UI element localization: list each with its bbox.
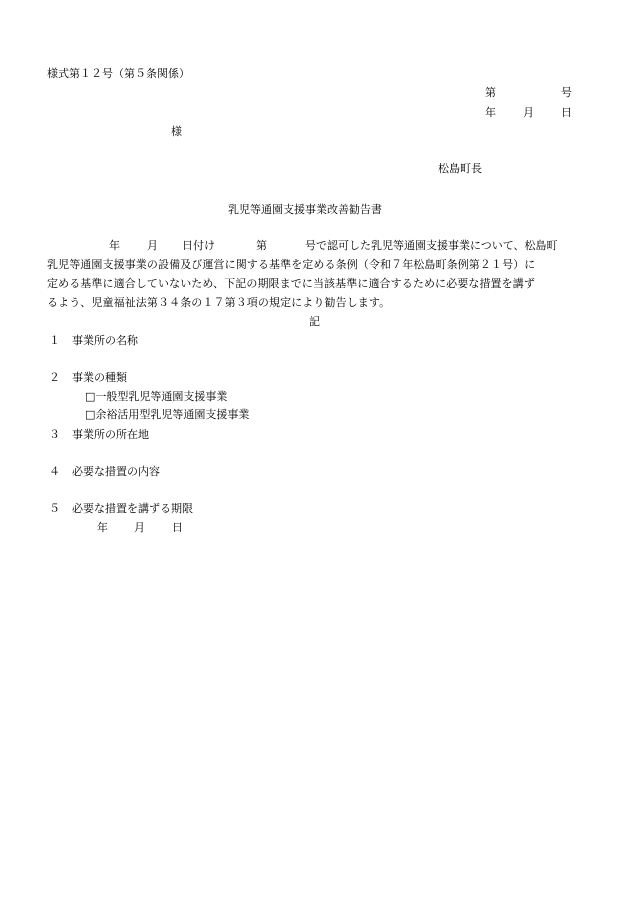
doc-number-suffix: 号 (561, 86, 572, 99)
body-no: 第 (256, 239, 267, 252)
ki-marker: 記 (309, 315, 320, 328)
option-surplus-type: □余裕活用型乳児等通園支援事業 (85, 408, 250, 421)
deadline-month: 月 (134, 521, 145, 534)
issuer: 松島町長 (438, 162, 482, 175)
item1-label: 事業所の名称 (72, 334, 138, 347)
body-line-2: 乳児等通園支援事業の設備及び運営に関する基準を定める条例（令和７年松島町条例第２１号）に (47, 258, 536, 271)
option-general-type: □一般型乳児等通園支援事業 (85, 390, 228, 403)
body-line-4: るよう、児童福祉法第３４条の１７第３項の規定により勧告します。 (47, 296, 391, 309)
document-title: 乳児等通園支援事業改善勧告書 (228, 203, 382, 216)
body-line1-rest: 号で認可した乳児等通園支援事業について、松島町 (305, 239, 558, 252)
body-year: 年 (109, 239, 120, 252)
deadline-day: 日 (172, 521, 183, 534)
body-month: 月 (147, 239, 158, 252)
item3-number: ３ (49, 428, 60, 441)
item1-number: １ (49, 334, 60, 347)
doc-date-year: 年 (485, 106, 496, 119)
doc-number-prefix: 第 (485, 86, 496, 99)
item3-label: 事業所の所在地 (72, 428, 149, 441)
item4-label: 必要な措置の内容 (72, 465, 160, 478)
deadline-year: 年 (97, 521, 108, 534)
doc-date-month: 月 (523, 106, 534, 119)
item5-number: ５ (49, 502, 60, 515)
item2-number: ２ (49, 371, 60, 384)
body-date: 日付け (182, 239, 215, 252)
form-number: 様式第１２号（第５条関係） (47, 67, 190, 80)
body-line-3: 定める基準に適合していないため、下記の期限までに当該基準に適合するために必要な措置を講ず (47, 277, 535, 290)
item5-label: 必要な措置を講ずる期限 (72, 502, 193, 515)
item2-label: 事業の種類 (72, 371, 127, 384)
item4-number: ４ (49, 465, 60, 478)
addressee-suffix: 様 (171, 125, 182, 138)
doc-date-day: 日 (561, 106, 572, 119)
